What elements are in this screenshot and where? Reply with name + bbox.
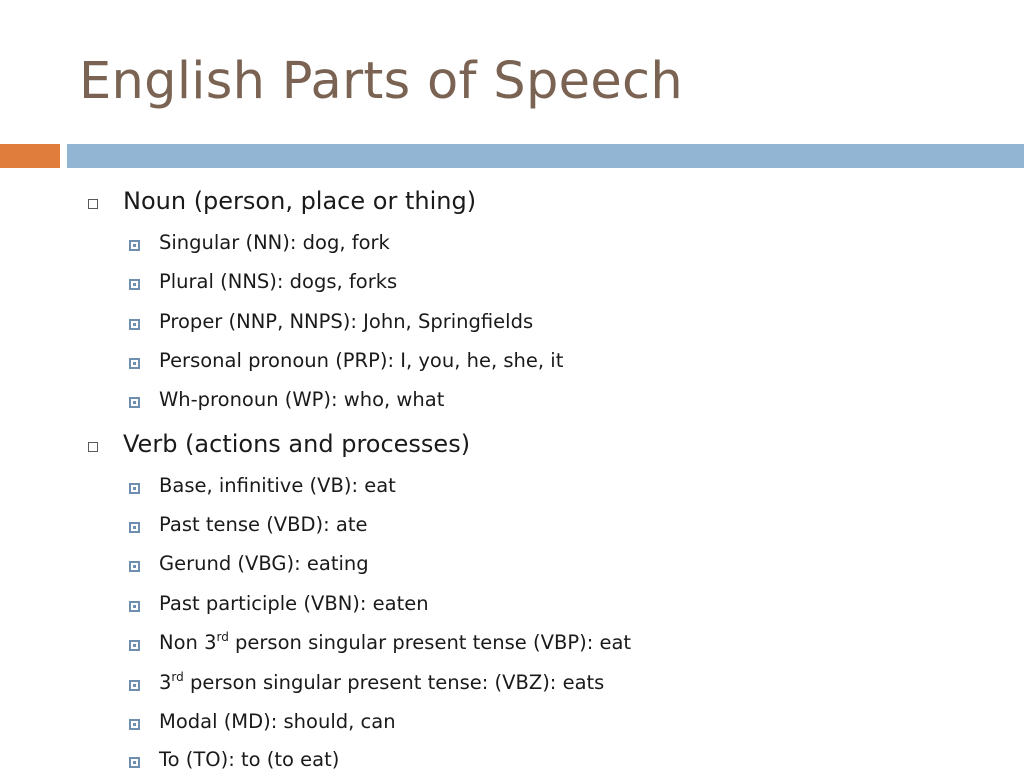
section-label: Verb (actions and processes): [123, 430, 471, 458]
list-item-text: Past tense (VBD): ate: [159, 513, 368, 536]
hollow-square-bullet-icon: [88, 199, 98, 209]
square-bullet-icon: [129, 358, 140, 369]
list-item-text: To (TO): to (to eat): [159, 748, 340, 771]
slide-title: English Parts of Speech: [79, 52, 683, 111]
square-bullet-icon: [129, 522, 140, 533]
list-item-text: Gerund (VBG): eating: [159, 552, 369, 575]
list-item-text: Past participle (VBN): eaten: [159, 592, 429, 615]
square-bullet-icon: [129, 240, 140, 251]
square-bullet-icon: [129, 279, 140, 290]
list-item-text: Personal pronoun (PRP): I, you, he, she, it: [159, 349, 564, 372]
square-bullet-icon: [129, 319, 140, 330]
square-bullet-icon: [129, 640, 140, 651]
square-bullet-icon: [129, 483, 140, 494]
square-bullet-icon: [129, 757, 140, 768]
square-bullet-icon: [129, 397, 140, 408]
section-label: Noun (person, place or thing): [123, 187, 477, 215]
square-bullet-icon: [129, 601, 140, 612]
hollow-square-bullet-icon: [88, 442, 98, 452]
square-bullet-icon: [129, 680, 140, 691]
list-item-text: Singular (NN): dog, fork: [159, 231, 390, 254]
list-item-text: Base, infinitive (VB): eat: [159, 474, 396, 497]
list-item-text: Non 3rd person singular present tense (VBP): eat: [159, 630, 632, 654]
list-item-text: Plural (NNS): dogs, forks: [159, 270, 398, 293]
square-bullet-icon: [129, 561, 140, 572]
list-item-text: Proper (NNP, NNPS): John, Springfields: [159, 310, 534, 333]
square-bullet-icon: [129, 719, 140, 730]
list-item-text: 3rd person singular present tense: (VBZ): eats: [159, 670, 605, 694]
list-item-text: Wh-pronoun (WP): who, what: [159, 388, 445, 411]
list-item-text: Modal (MD): should, can: [159, 710, 396, 733]
